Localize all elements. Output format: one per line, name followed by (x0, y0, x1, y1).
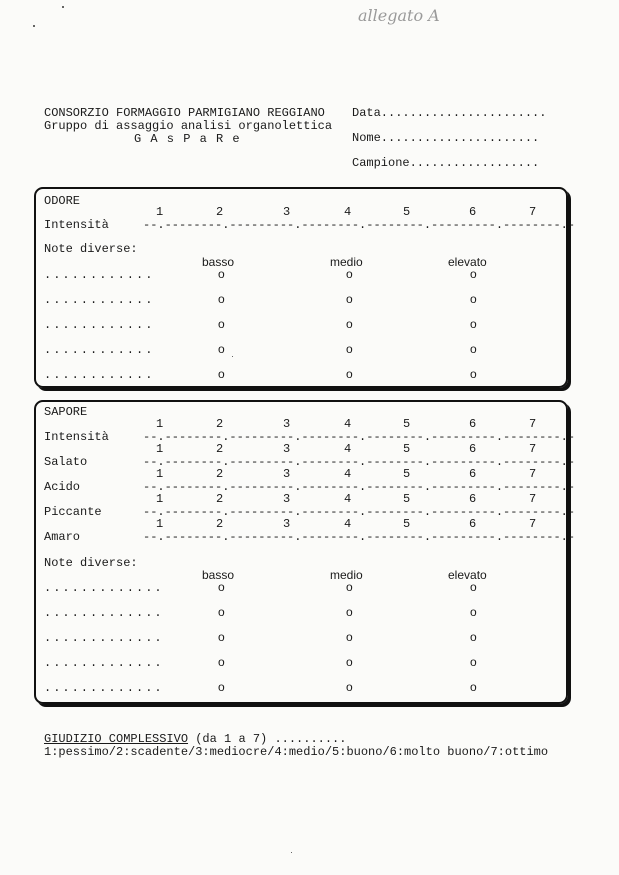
odore-option-circle-basso[interactable]: o (218, 342, 225, 356)
handwritten-annotation: allegato A (358, 6, 440, 25)
sapore-acido-scale-number-3: 3 (283, 467, 291, 481)
sapore-salato-scale-number-5: 5 (403, 442, 411, 456)
sapore-intensit-scale-line[interactable]: --.--------.---------.--------.--------.---------.--------.- (143, 430, 576, 444)
sapore-amaro-scale-line[interactable]: --.--------.---------.--------.--------.---------.--------.- (143, 530, 576, 544)
sapore-salato-scale-line[interactable]: --.--------.---------.--------.--------.---------.--------.- (143, 455, 576, 469)
sapore-note-row-3[interactable]: ............. (44, 631, 164, 645)
sapore-piccante-scale-number-3: 3 (283, 492, 291, 506)
odore-option-circle-basso[interactable]: o (218, 317, 225, 331)
sapore-acido-scale-number-5: 5 (403, 467, 411, 481)
sapore-salato-scale-number-4: 4 (344, 442, 352, 456)
odore-intensity-scale-number-1: 1 (156, 205, 164, 219)
sapore-amaro-scale-number-1: 1 (156, 517, 164, 531)
odore-title: ODORE (44, 194, 81, 208)
sapore-salato-scale-number-6: 6 (469, 442, 477, 456)
giudizio-range[interactable]: (da 1 a 7) .......... (188, 732, 347, 746)
odore-level-medio: medio (330, 255, 363, 269)
sapore-acido-scale-number-1: 1 (156, 467, 164, 481)
sapore-notes-label: Note diverse: (44, 556, 138, 570)
sapore-note-row-1[interactable]: ............. (44, 581, 164, 595)
giudizio-title: GIUDIZIO COMPLESSIVO (44, 732, 189, 746)
giudizio-line (44, 733, 346, 745)
sapore-option-circle-medio[interactable]: o (346, 605, 353, 619)
sapore-option-circle-elevato[interactable]: o (470, 580, 477, 594)
sapore-option-circle-basso[interactable]: o (218, 605, 225, 619)
sapore-salato-label: Salato (44, 455, 88, 469)
sapore-level-basso: basso (202, 568, 235, 582)
sapore-note-row-2[interactable]: ............. (44, 606, 164, 620)
sapore-piccante-label: Piccante (44, 505, 102, 519)
sapore-piccante-scale-number-7: 7 (529, 492, 537, 506)
sapore-note-row-5[interactable]: ............. (44, 681, 164, 695)
odore-note-row-4[interactable]: ............ (44, 343, 155, 357)
sapore-option-circle-basso[interactable]: o (218, 680, 225, 694)
sapore-intensit-scale-number-1: 1 (156, 417, 164, 431)
odore-note-row-1[interactable]: ............ (44, 268, 155, 282)
odore-option-circle-elevato[interactable]: o (470, 267, 477, 281)
campione-field[interactable]: Campione.................. (352, 156, 540, 170)
sapore-piccante-scale-number-4: 4 (344, 492, 352, 506)
sapore-intensit-scale-number-5: 5 (403, 417, 411, 431)
sapore-intensit-scale-number-6: 6 (469, 417, 477, 431)
sapore-salato-scale-number-1: 1 (156, 442, 164, 456)
sapore-acido-scale-number-7: 7 (529, 467, 537, 481)
sapore-option-circle-elevato[interactable]: o (470, 680, 477, 694)
odore-note-row-2[interactable]: ............ (44, 293, 155, 307)
sapore-option-circle-basso[interactable]: o (218, 630, 225, 644)
sapore-amaro-scale-number-5: 5 (403, 517, 411, 531)
odore-option-circle-elevato[interactable]: o (470, 367, 477, 381)
sapore-amaro-scale-number-7: 7 (529, 517, 537, 531)
sapore-amaro-scale-number-6: 6 (469, 517, 477, 531)
consortium-title: CONSORZIO FORMAGGIO PARMIGIANO REGGIANO (44, 106, 325, 120)
sapore-intensit-scale-number-3: 3 (283, 417, 291, 431)
odore-option-circle-elevato[interactable]: o (470, 342, 477, 356)
sapore-salato-scale-number-2: 2 (216, 442, 224, 456)
odore-intensity-scale-number-2: 2 (216, 205, 224, 219)
panel-subtitle: Gruppo di assaggio analisi organolettica (44, 119, 333, 133)
odore-intensity-scale-line[interactable]: --.--------.---------.--------.--------.---------.--------.- (143, 218, 576, 232)
odore-intensity-scale-number-6: 6 (469, 205, 477, 219)
sapore-option-circle-elevato[interactable]: o (470, 655, 477, 669)
odore-option-circle-basso[interactable]: o (218, 367, 225, 381)
sapore-amaro-scale-number-3: 3 (283, 517, 291, 531)
sapore-piccante-scale-number-5: 5 (403, 492, 411, 506)
odore-intensity-scale-number-5: 5 (403, 205, 411, 219)
odore-intensity-scale-number-4: 4 (344, 205, 352, 219)
sapore-level-elevato: elevato (448, 568, 487, 582)
sapore-note-row-4[interactable]: ............. (44, 656, 164, 670)
odore-option-circle-medio[interactable]: o (346, 342, 353, 356)
gaspare-label: G A s P a R e (134, 132, 241, 146)
sapore-option-circle-medio[interactable]: o (346, 630, 353, 644)
odore-option-circle-elevato[interactable]: o (470, 317, 477, 331)
sapore-amaro-scale-number-4: 4 (344, 517, 352, 531)
sapore-option-circle-elevato[interactable]: o (470, 605, 477, 619)
odore-option-circle-elevato[interactable]: o (470, 292, 477, 306)
sapore-intensit-scale-number-2: 2 (216, 417, 224, 431)
sapore-option-circle-medio[interactable]: o (346, 680, 353, 694)
sapore-piccante-scale-number-6: 6 (469, 492, 477, 506)
odore-notes-label: Note diverse: (44, 242, 138, 256)
sapore-piccante-scale-line[interactable]: --.--------.---------.--------.--------.---------.--------.- (143, 505, 576, 519)
sapore-option-circle-elevato[interactable]: o (470, 630, 477, 644)
sapore-acido-scale-line[interactable]: --.--------.---------.--------.--------.---------.--------.- (143, 480, 576, 494)
odore-intensity-scale-number-7: 7 (529, 205, 537, 219)
odore-note-row-5[interactable]: ............ (44, 368, 155, 382)
odore-option-circle-medio[interactable]: o (346, 317, 353, 331)
odore-option-circle-medio[interactable]: o (346, 267, 353, 281)
data-field[interactable]: Data....................... (352, 106, 547, 120)
odore-option-circle-medio[interactable]: o (346, 367, 353, 381)
sapore-amaro-label: Amaro (44, 530, 81, 544)
sapore-option-circle-medio[interactable]: o (346, 655, 353, 669)
odore-option-circle-medio[interactable]: o (346, 292, 353, 306)
odore-intensity-label: Intensità (44, 218, 109, 232)
sapore-intensit-scale-number-7: 7 (529, 417, 537, 431)
odore-intensity-scale-number-3: 3 (283, 205, 291, 219)
sapore-piccante-scale-number-2: 2 (216, 492, 224, 506)
sapore-option-circle-medio[interactable]: o (346, 580, 353, 594)
sapore-option-circle-basso[interactable]: o (218, 655, 225, 669)
sapore-option-circle-basso[interactable]: o (218, 580, 225, 594)
sapore-acido-label: Acido (44, 480, 81, 494)
sapore-piccante-scale-number-1: 1 (156, 492, 164, 506)
sapore-intensit-label: Intensità (44, 430, 109, 444)
odore-level-basso: basso (202, 255, 235, 269)
sapore-acido-scale-number-6: 6 (469, 467, 477, 481)
odore-option-circle-basso[interactable]: o (218, 267, 225, 281)
odore-option-circle-basso[interactable]: o (218, 292, 225, 306)
sapore-amaro-scale-number-2: 2 (216, 517, 224, 531)
sapore-level-medio: medio (330, 568, 363, 582)
sapore-acido-scale-number-2: 2 (216, 467, 224, 481)
sapore-salato-scale-number-3: 3 (283, 442, 291, 456)
giudizio-legend: 1:pessimo/2:scadente/3:mediocre/4:medio/5:buono/6:molto buono/7:ottimo (44, 745, 549, 759)
sapore-title: SAPORE (44, 405, 88, 419)
nome-field[interactable]: Nome...................... (352, 131, 540, 145)
sapore-acido-scale-number-4: 4 (344, 467, 352, 481)
odore-level-elevato: elevato (448, 255, 487, 269)
sapore-intensit-scale-number-4: 4 (344, 417, 352, 431)
sapore-salato-scale-number-7: 7 (529, 442, 537, 456)
odore-note-row-3[interactable]: ............ (44, 318, 155, 332)
